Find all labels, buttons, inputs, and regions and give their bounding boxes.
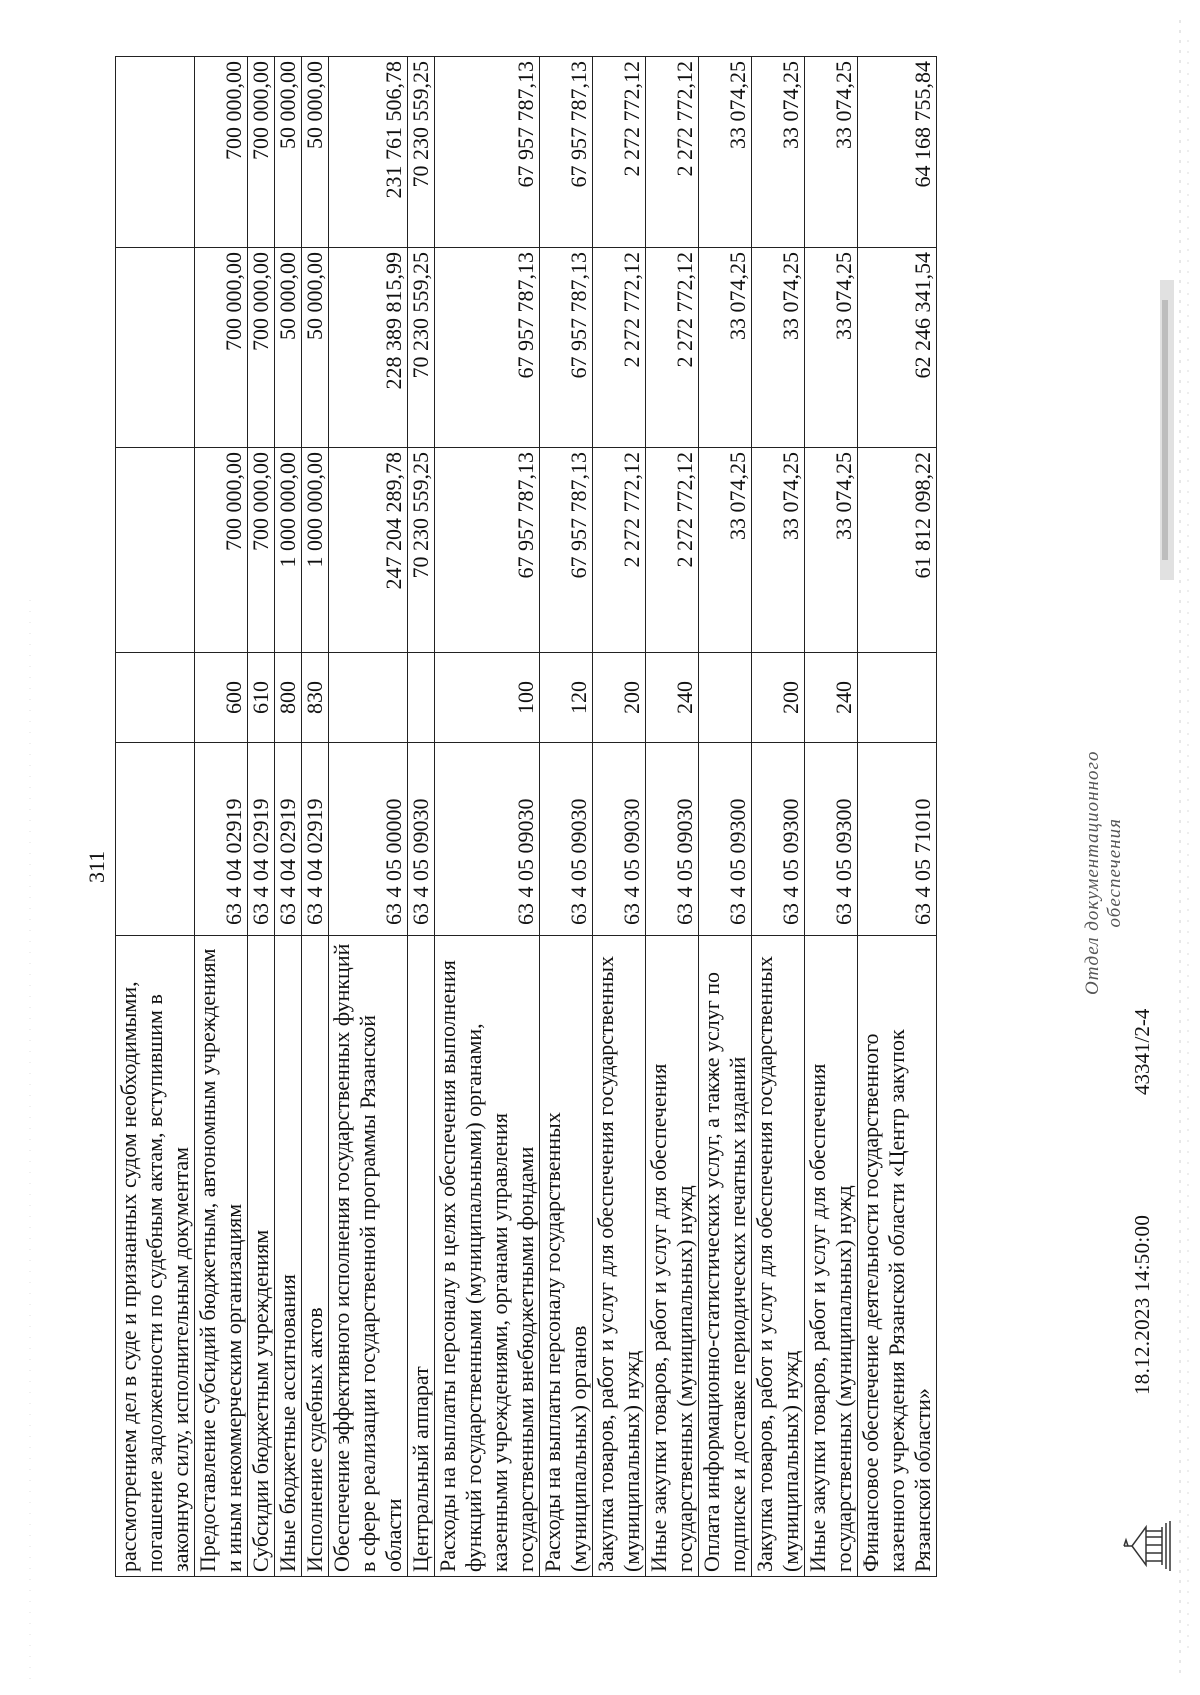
cell-amount-2: 33 074,25 <box>752 248 805 448</box>
cell-amount-2: 700 000,00 <box>195 248 248 448</box>
cell-amount-3: 50 000,00 <box>275 57 302 248</box>
cell-amount-1: 700 000,00 <box>248 448 275 653</box>
cell-amount-1: 700 000,00 <box>195 448 248 653</box>
footer-date-time: 18.12.2023 14:50:00 <box>1130 1214 1154 1395</box>
table-row <box>593 57 646 1577</box>
table-row <box>408 57 435 1577</box>
cell-amount-1: 67 957 787,13 <box>540 448 593 653</box>
cell-code: 63 4 05 09030 <box>408 743 435 936</box>
cell-name: рассмотрением дел в суде и признанных судом необходимыми, погашение задолженности по судебным актам, вступившим в законную силу, исполнительным документам <box>116 936 195 1577</box>
cell-name: Субсидии бюджетным учреждениям <box>248 936 275 1577</box>
cell-amount-1: 2 272 772,12 <box>646 448 699 653</box>
cell-name: Закупка товаров, работ и услуг для обеспечения государственных (муниципальных) нужд <box>593 936 646 1577</box>
cell-amount-1: 67 957 787,13 <box>435 448 540 653</box>
cell-amount-3: 2 272 772,12 <box>646 57 699 248</box>
cell-expense-type: 240 <box>805 653 858 743</box>
cell-code: 63 4 05 00000 <box>329 743 408 936</box>
table-row <box>248 57 275 1577</box>
building-emblem-icon <box>1122 1513 1178 1579</box>
cell-name: Расходы на выплаты персоналу государственных (муниципальных) органов <box>540 936 593 1577</box>
cell-amount-1: 1 000 000,00 <box>275 448 302 653</box>
stamp-line-1: Отдел документационного <box>1082 750 1103 995</box>
table-body <box>116 57 937 1577</box>
cell-amount-3: 700 000,00 <box>248 57 275 248</box>
cell-amount-1: 247 204 289,78 <box>329 448 408 653</box>
cell-code: 63 4 05 09030 <box>540 743 593 936</box>
cell-expense-type <box>699 653 752 743</box>
cell-amount-3: 33 074,25 <box>699 57 752 248</box>
cell-amount-3: 67 957 787,13 <box>540 57 593 248</box>
budget-table <box>115 56 937 1577</box>
cell-expense-type: 200 <box>752 653 805 743</box>
cell-code: 63 4 04 02919 <box>275 743 302 936</box>
table-row <box>195 57 248 1577</box>
cell-expense-type: 830 <box>302 653 329 743</box>
table-row <box>329 57 408 1577</box>
department-stamp <box>1082 751 1126 995</box>
cell-amount-3: 2 272 772,12 <box>593 57 646 248</box>
cell-amount-2: 50 000,00 <box>302 248 329 448</box>
cell-amount-2: 50 000,00 <box>275 248 302 448</box>
cell-amount-3 <box>116 57 195 248</box>
cell-amount-3: 50 000,00 <box>302 57 329 248</box>
cell-amount-2: 700 000,00 <box>248 248 275 448</box>
cell-amount-2: 33 074,25 <box>699 248 752 448</box>
cell-code: 63 4 04 02919 <box>248 743 275 936</box>
cell-amount-3: 33 074,25 <box>752 57 805 248</box>
cell-expense-type <box>116 653 195 743</box>
cell-code: 63 4 05 09030 <box>435 743 540 936</box>
page-number: 311 <box>84 850 109 883</box>
cell-amount-2: 2 272 772,12 <box>646 248 699 448</box>
cell-code: 63 4 05 09300 <box>752 743 805 936</box>
cell-code: 63 4 04 02919 <box>302 743 329 936</box>
cell-expense-type: 120 <box>540 653 593 743</box>
cell-amount-1: 2 272 772,12 <box>593 448 646 653</box>
cell-code: 63 4 05 71010 <box>858 743 937 936</box>
cell-expense-type: 240 <box>646 653 699 743</box>
cell-amount-2: 2 272 772,12 <box>593 248 646 448</box>
cell-amount-3: 70 230 559,25 <box>408 57 435 248</box>
cell-amount-2: 67 957 787,13 <box>435 248 540 448</box>
footer-doc-code: 43341/2-4 <box>1130 1008 1154 1095</box>
cell-amount-2: 70 230 559,25 <box>408 248 435 448</box>
table-row <box>116 57 195 1577</box>
table-row <box>858 57 937 1577</box>
cell-amount-1: 70 230 559,25 <box>408 448 435 653</box>
cell-amount-3: 700 000,00 <box>195 57 248 248</box>
cell-code: 63 4 05 09030 <box>646 743 699 936</box>
table-row <box>699 57 752 1577</box>
cell-code: 63 4 05 09300 <box>805 743 858 936</box>
cell-amount-1 <box>116 448 195 653</box>
cell-expense-type: 610 <box>248 653 275 743</box>
table-row <box>435 57 540 1577</box>
cell-name: Исполнение судебных актов <box>302 936 329 1577</box>
table-row <box>752 57 805 1577</box>
stamp-line-2: обеспечения <box>1104 818 1125 928</box>
cell-expense-type: 800 <box>275 653 302 743</box>
cell-code: 63 4 05 09300 <box>699 743 752 936</box>
cell-code: 63 4 05 09030 <box>593 743 646 936</box>
cell-amount-2: 62 246 341,54 <box>858 248 937 448</box>
cell-code <box>116 743 195 936</box>
cell-amount-2: 228 389 815,99 <box>329 248 408 448</box>
cell-amount-3: 231 761 506,78 <box>329 57 408 248</box>
cell-amount-2: 67 957 787,13 <box>540 248 593 448</box>
cell-amount-2: 33 074,25 <box>805 248 858 448</box>
cell-name: Обеспечение эффективного исполнения государственных функций в сфере реализации государственной программы Рязанской области <box>329 936 408 1577</box>
cell-name: Финансовое обеспечение деятельности государственного казенного учреждения Рязанской области «Центр закупок Рязанской области» <box>858 936 937 1577</box>
cell-name: Иные закупки товаров, работ и услуг для обеспечения государственных (муниципальных) нужд <box>805 936 858 1577</box>
cell-name: Закупка товаров, работ и услуг для обеспечения государственных (муниципальных) нужд <box>752 936 805 1577</box>
cell-amount-1: 33 074,25 <box>805 448 858 653</box>
cell-name: Расходы на выплаты персоналу в целях обеспечения выполнения функций государственными (муниципальными) органами, казенными учреждениями, органами управления государственными внебюджетными фондами <box>435 936 540 1577</box>
cell-expense-type: 600 <box>195 653 248 743</box>
cell-code: 63 4 04 02919 <box>195 743 248 936</box>
cell-name: Иные закупки товаров, работ и услуг для обеспечения государственных (муниципальных) нужд <box>646 936 699 1577</box>
cell-name: Иные бюджетные ассигнования <box>275 936 302 1577</box>
cell-name: Оплата информационно-статистических услуг, а также услуг по подписке и доставке периодических печатных изданий <box>699 936 752 1577</box>
cell-expense-type: 200 <box>593 653 646 743</box>
cell-amount-3: 33 074,25 <box>805 57 858 248</box>
cell-amount-1: 33 074,25 <box>752 448 805 653</box>
cell-amount-1: 33 074,25 <box>699 448 752 653</box>
cell-name: Предоставление субсидий бюджетным, автономным учреждениям и иным некоммерческим организациям <box>195 936 248 1577</box>
cell-expense-type <box>329 653 408 743</box>
table-row <box>540 57 593 1577</box>
table-row <box>275 57 302 1577</box>
cell-amount-1: 1 000 000,00 <box>302 448 329 653</box>
cell-name: Центральный аппарат <box>408 936 435 1577</box>
table-row <box>805 57 858 1577</box>
cell-amount-2 <box>116 248 195 448</box>
cell-expense-type <box>408 653 435 743</box>
cell-expense-type <box>858 653 937 743</box>
cell-expense-type: 100 <box>435 653 540 743</box>
table-row <box>646 57 699 1577</box>
cell-amount-1: 61 812 098,22 <box>858 448 937 653</box>
cell-amount-3: 67 957 787,13 <box>435 57 540 248</box>
cell-amount-3: 64 168 755,84 <box>858 57 937 248</box>
table-row <box>302 57 329 1577</box>
